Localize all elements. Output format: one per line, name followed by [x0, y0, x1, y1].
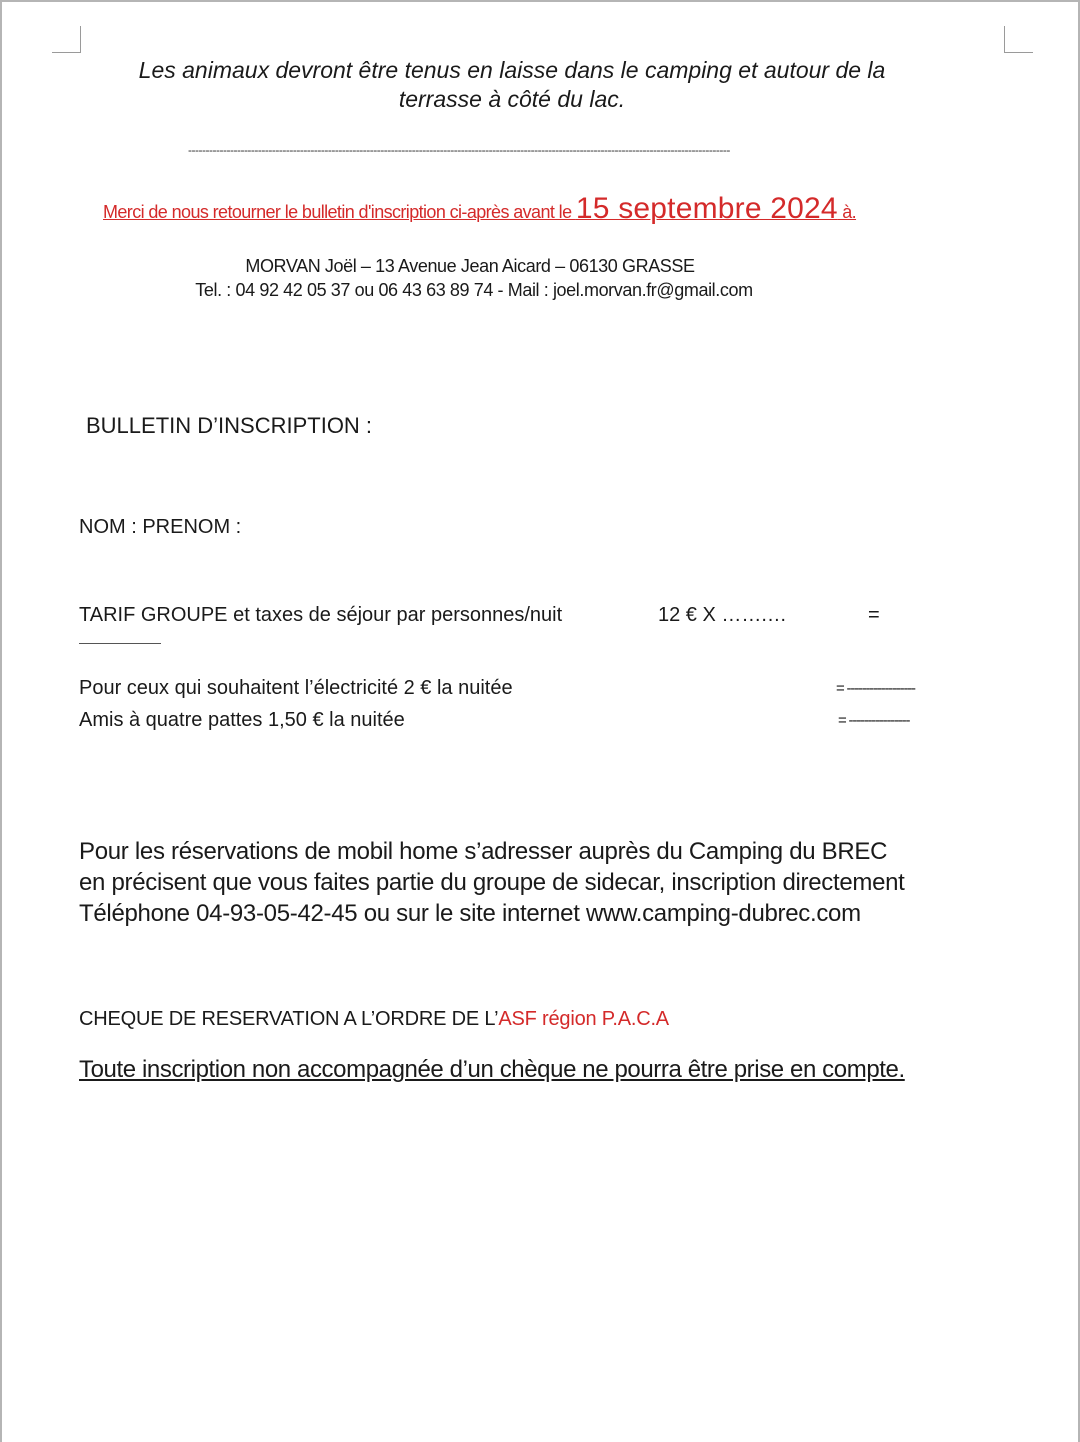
electricite-label: Pour ceux qui souhaitent l’électricité 2 € la nuitée — [79, 677, 513, 699]
animaux-label: Amis à quatre pattes 1,50 € la nuitée — [79, 709, 405, 731]
mobil-home-line1: Pour les réservations de mobil home s’adresser auprès du Camping du BREC — [79, 838, 888, 865]
address-line: MORVAN Joël – 13 Avenue Jean Aicard – 06130 GRASSE — [245, 256, 695, 276]
cheque-prefix: CHEQUE DE RESERVATION A L’ORDRE DE L’ — [79, 1008, 499, 1030]
dashed-separator: ----------------------------------------------------------------------------------------------------------------------------------------------------------- — [188, 143, 730, 157]
tarif-total-blank — [79, 643, 161, 644]
mobil-home-line3: Téléphone 04-93-05-42-45 ou sur le site internet www.camping-dubrec.com — [79, 900, 861, 927]
cheque-instruction — [79, 1008, 669, 1031]
contact-line: Tel. : 04 92 42 05 37 ou 06 43 63 89 74 - Mail : joel.morvan.fr@gmail.com — [195, 280, 753, 300]
cheque-organization: ASF région P.A.C.A — [498, 1008, 669, 1030]
tarif-equals: = — [868, 604, 880, 626]
animals-notice — [92, 56, 932, 114]
return-deadline-suffix: à. — [837, 202, 857, 222]
form-title: BULLETIN D’INSCRIPTION : — [86, 413, 373, 438]
animals-notice-line1: Les animaux devront être tenus en laisse dans le camping et autour de la — [138, 57, 886, 83]
margin-corner-top-left — [52, 26, 81, 53]
cheque-warning: Toute inscription non accompagnée d’un chèque ne pourra être prise en compte. — [79, 1056, 905, 1083]
return-deadline — [103, 192, 856, 226]
tarif-label: TARIF GROUPE et taxes de séjour par personnes/nuit — [79, 604, 563, 626]
margin-corner-top-right — [1004, 26, 1033, 53]
return-deadline-prefix: Merci de nous retourner le bulletin d'inscription ci-après avant le — [103, 202, 576, 222]
animals-notice-line2: terrasse à côté du lac. — [398, 86, 626, 112]
return-deadline-date: 15 septembre 2024 — [575, 192, 838, 225]
mobil-home-line2: en précisent que vous faites partie du groupe de sidecar, inscription directement — [79, 869, 905, 896]
electricite-total-blank: = ------------------ — [836, 680, 915, 697]
name-field-label: NOM : PRENOM : — [79, 516, 242, 538]
animaux-total-blank: = ---------------- — [838, 712, 910, 729]
tarif-price: 12 € X …….… — [658, 604, 787, 626]
